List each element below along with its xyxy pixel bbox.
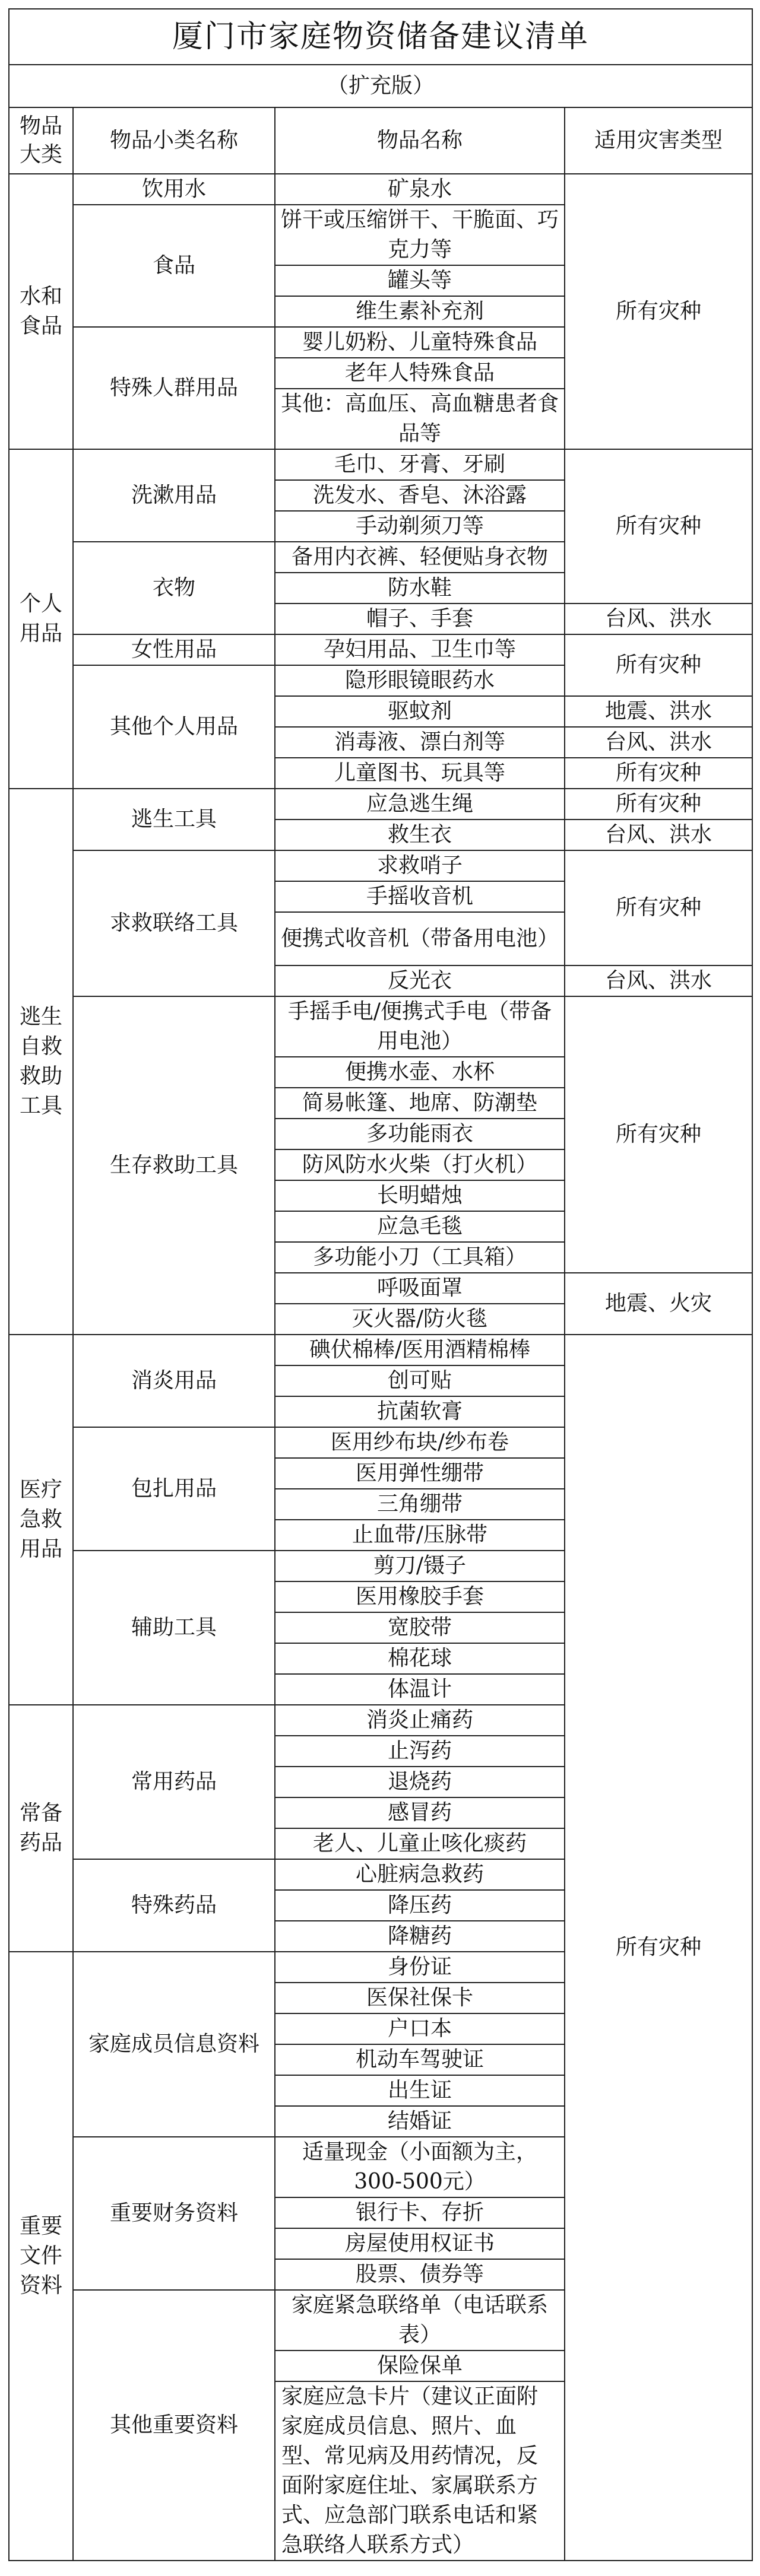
table-row xyxy=(9,789,752,820)
item-cell: 房屋使用权证书 xyxy=(275,2228,565,2259)
disaster-cell: 所有灾种 xyxy=(565,758,752,789)
item-cell: 矿泉水 xyxy=(275,174,565,205)
table-row xyxy=(9,449,752,480)
item-cell: 手动剃须刀等 xyxy=(275,511,565,542)
supply-table xyxy=(8,8,753,2561)
disaster-cell: 地震、火灾 xyxy=(565,1273,752,1335)
category-cell: 水和食品 xyxy=(9,174,73,449)
item-cell: 医用橡胶手套 xyxy=(275,1581,565,1612)
subcategory-cell: 家庭成员信息资料 xyxy=(73,1952,275,2137)
table-row xyxy=(9,850,752,881)
item-cell: 消炎止痛药 xyxy=(275,1705,565,1736)
item-cell: 降压药 xyxy=(275,1890,565,1921)
item-cell: 户口本 xyxy=(275,2013,565,2044)
item-cell: 简易帐篷、地席、防潮垫 xyxy=(275,1088,565,1119)
item-cell: 老人、儿童止咳化痰药 xyxy=(275,1828,565,1859)
item-cell: 消毒液、漂白剂等 xyxy=(275,727,565,758)
category-cell: 医疗急救用品 xyxy=(9,1335,73,1705)
table-row xyxy=(9,1335,752,1365)
header-subcategory: 物品小类名称 xyxy=(73,107,275,174)
item-cell: 长明蜡烛 xyxy=(275,1180,565,1211)
item-cell: 抗菌软膏 xyxy=(275,1396,565,1427)
item-cell: 出生证 xyxy=(275,2075,565,2106)
subcategory-cell: 生存救助工具 xyxy=(73,996,275,1335)
header-disaster: 适用灾害类型 xyxy=(565,107,752,174)
subcategory-cell: 逃生工具 xyxy=(73,789,275,850)
category-cell: 重要文件资料 xyxy=(9,1952,73,2561)
subcategory-cell: 包扎用品 xyxy=(73,1427,275,1551)
subcategory-cell: 消炎用品 xyxy=(73,1335,275,1427)
item-cell: 结婚证 xyxy=(275,2106,565,2137)
item-cell: 儿童图书、玩具等 xyxy=(275,758,565,789)
item-cell: 求救哨子 xyxy=(275,850,565,881)
item-cell: 备用内衣裤、轻便贴身衣物 xyxy=(275,542,565,573)
item-cell: 维生素补充剂 xyxy=(275,296,565,327)
item-cell: 应急毛毯 xyxy=(275,1211,565,1242)
disaster-cell: 所有灾种 xyxy=(565,789,752,820)
table-row xyxy=(9,634,752,665)
subcategory-cell: 重要财务资料 xyxy=(73,2137,275,2290)
item-cell: 心脏病急救药 xyxy=(275,1859,565,1890)
item-cell: 驱蚊剂 xyxy=(275,696,565,727)
disaster-cell: 台风、洪水 xyxy=(565,603,752,634)
item-cell: 降糖药 xyxy=(275,1921,565,1952)
item-cell: 家庭紧急联络单（电话联系表） xyxy=(275,2290,565,2351)
item-cell: 洗发水、香皂、沐浴露 xyxy=(275,480,565,511)
header-item: 物品名称 xyxy=(275,107,565,174)
item-cell: 三角绷带 xyxy=(275,1489,565,1520)
item-cell: 便携式收音机（带备用电池） xyxy=(275,912,565,965)
subcategory-cell: 特殊人群用品 xyxy=(73,327,275,449)
header-category: 物品大类 xyxy=(9,107,73,174)
disaster-cell: 所有灾种 xyxy=(565,634,752,696)
item-cell: 帽子、手套 xyxy=(275,603,565,634)
disaster-cell: 台风、洪水 xyxy=(565,727,752,758)
item-cell: 孕妇用品、卫生巾等 xyxy=(275,634,565,665)
item-cell: 银行卡、存折 xyxy=(275,2197,565,2228)
category-cell: 常备药品 xyxy=(9,1705,73,1952)
page-subtitle: （扩充版） xyxy=(9,65,752,107)
disaster-cell: 地震、洪水 xyxy=(565,696,752,727)
item-cell: 其他：高血压、高血糖患者食品等 xyxy=(275,389,565,449)
item-cell: 毛巾、牙膏、牙刷 xyxy=(275,449,565,480)
subcategory-cell: 洗漱用品 xyxy=(73,449,275,542)
disaster-cell: 台风、洪水 xyxy=(565,965,752,996)
item-cell: 医保社保卡 xyxy=(275,1983,565,2013)
item-cell: 灭火器/防火毯 xyxy=(275,1304,565,1335)
item-cell: 多功能雨衣 xyxy=(275,1119,565,1149)
item-cell: 适量现金（小面额为主，300-500元） xyxy=(275,2137,565,2197)
item-cell: 应急逃生绳 xyxy=(275,789,565,820)
item-cell: 老年人特殊食品 xyxy=(275,358,565,389)
item-cell: 保险保单 xyxy=(275,2351,565,2381)
item-cell: 便携水壶、水杯 xyxy=(275,1057,565,1088)
item-cell: 碘伏棉棒/医用酒精棉棒 xyxy=(275,1335,565,1365)
item-cell: 手摇收音机 xyxy=(275,881,565,912)
item-cell: 防水鞋 xyxy=(275,573,565,603)
disaster-cell: 所有灾种 xyxy=(565,449,752,603)
table-row xyxy=(9,996,752,1057)
item-cell: 体温计 xyxy=(275,1674,565,1705)
item-cell: 反光衣 xyxy=(275,965,565,996)
item-cell: 止血带/压脉带 xyxy=(275,1520,565,1551)
item-cell: 退烧药 xyxy=(275,1767,565,1797)
item-cell: 家庭应急卡片（建议正面附家庭成员信息、照片、血型、常见病及用药情况，反面附家庭住址、家属联系方式、应急部门联系电话和紧急联络人联系方式） xyxy=(275,2381,565,2561)
item-cell: 手摇手电/便携式手电（带备用电池） xyxy=(275,996,565,1057)
item-cell: 救生衣 xyxy=(275,820,565,850)
item-cell: 饼干或压缩饼干、干脆面、巧克力等 xyxy=(275,205,565,265)
disaster-cell: 所有灾种 xyxy=(565,174,752,449)
item-cell: 感冒药 xyxy=(275,1797,565,1828)
subcategory-cell: 衣物 xyxy=(73,542,275,634)
subcategory-cell: 辅助工具 xyxy=(73,1551,275,1705)
subcategory-cell: 求救联络工具 xyxy=(73,850,275,996)
subcategory-cell: 其他重要资料 xyxy=(73,2290,275,2561)
item-cell: 呼吸面罩 xyxy=(275,1273,565,1304)
table-row xyxy=(9,174,752,205)
page-title: 厦门市家庭物资储备建议清单 xyxy=(9,9,752,65)
item-cell: 身份证 xyxy=(275,1952,565,1983)
item-cell: 止泻药 xyxy=(275,1736,565,1767)
category-cell: 个人用品 xyxy=(9,449,73,789)
item-cell: 罐头等 xyxy=(275,265,565,296)
subcategory-cell: 常用药品 xyxy=(73,1705,275,1859)
item-cell: 婴儿奶粉、儿童特殊食品 xyxy=(275,327,565,358)
subcategory-cell: 食品 xyxy=(73,205,275,327)
item-cell: 机动车驾驶证 xyxy=(275,2044,565,2075)
item-cell: 医用弹性绷带 xyxy=(275,1458,565,1489)
item-cell: 多功能小刀（工具箱） xyxy=(275,1242,565,1273)
item-cell: 剪刀/镊子 xyxy=(275,1551,565,1581)
disaster-cell: 所有灾种 xyxy=(565,996,752,1273)
disaster-cell: 所有灾种 xyxy=(565,850,752,965)
item-cell: 医用纱布块/纱布卷 xyxy=(275,1427,565,1458)
item-cell: 棉花球 xyxy=(275,1643,565,1674)
subcategory-cell: 特殊药品 xyxy=(73,1859,275,1952)
document xyxy=(8,8,752,2561)
item-cell: 防风防水火柴（打火机） xyxy=(275,1149,565,1180)
item-cell: 股票、债券等 xyxy=(275,2259,565,2290)
item-cell: 隐形眼镜眼药水 xyxy=(275,665,565,696)
subcategory-cell: 女性用品 xyxy=(73,634,275,665)
disaster-cell: 所有灾种 xyxy=(565,1335,752,2561)
item-cell: 宽胶带 xyxy=(275,1612,565,1643)
subcategory-cell: 饮用水 xyxy=(73,174,275,205)
item-cell: 创可贴 xyxy=(275,1365,565,1396)
subcategory-cell: 其他个人用品 xyxy=(73,665,275,789)
category-cell: 逃生自救救助工具 xyxy=(9,789,73,1335)
disaster-cell: 台风、洪水 xyxy=(565,820,752,850)
